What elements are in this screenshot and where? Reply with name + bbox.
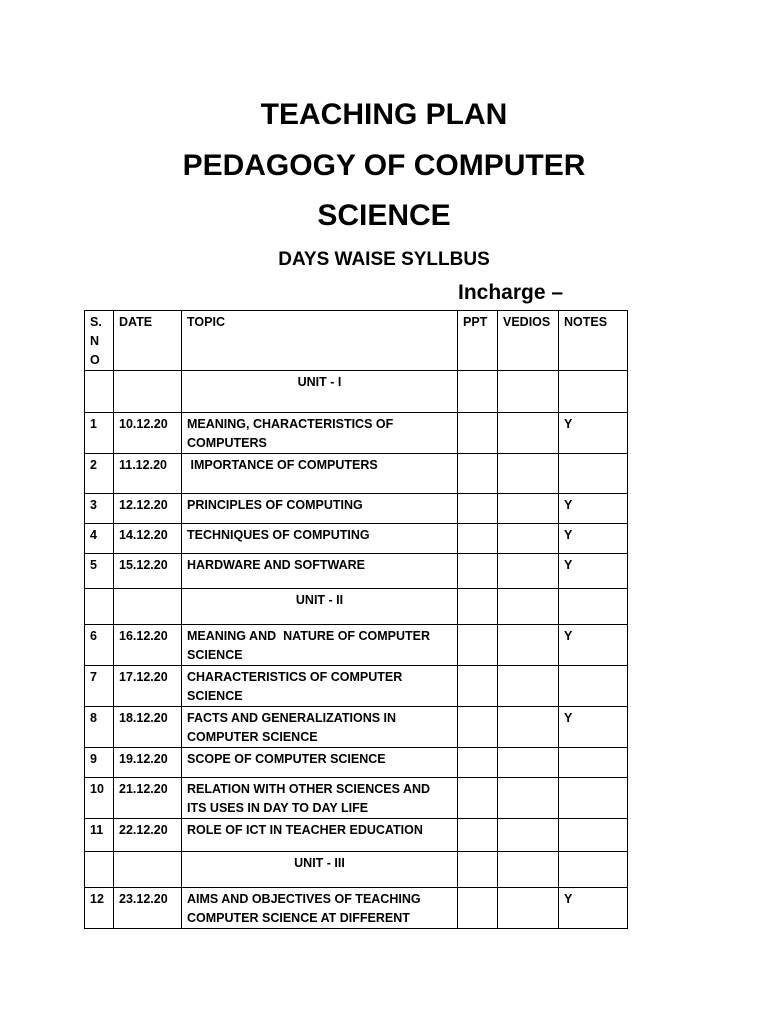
unit-heading: UNIT - II — [182, 589, 458, 625]
table-row — [85, 707, 628, 748]
unit-ppt-cell — [458, 589, 498, 625]
cell-ppt — [458, 748, 498, 778]
cell-videos — [498, 625, 559, 666]
cell-notes: Y — [559, 524, 628, 554]
cell-topic: AIMS AND OBJECTIVES OF TEACHING COMPUTER SCIENCE AT DIFFERENT — [182, 888, 458, 929]
cell-sno: 10 — [85, 778, 114, 819]
cell-topic: ROLE OF ICT IN TEACHER EDUCATION — [182, 819, 458, 852]
cell-videos — [498, 494, 559, 524]
cell-topic: SCOPE OF COMPUTER SCIENCE — [182, 748, 458, 778]
cell-ppt — [458, 524, 498, 554]
cell-date: 12.12.20 — [114, 494, 182, 524]
table-row — [85, 524, 628, 554]
unit-date-cell — [114, 589, 182, 625]
unit-notes-cell — [559, 852, 628, 888]
table-row — [85, 625, 628, 666]
cell-topic: MEANING, CHARACTERISTICS OF COMPUTERS — [182, 413, 458, 454]
header-notes: NOTES — [559, 311, 628, 371]
cell-date: 23.12.20 — [114, 888, 182, 929]
cell-topic: HARDWARE AND SOFTWARE — [182, 554, 458, 589]
cell-notes — [559, 819, 628, 852]
cell-topic: FACTS AND GENERALIZATIONS IN COMPUTER SCIENCE — [182, 707, 458, 748]
teaching-plan-table — [84, 310, 628, 929]
unit-notes-cell — [559, 371, 628, 413]
table-row — [85, 413, 628, 454]
cell-sno: 2 — [85, 454, 114, 494]
document-subtitle-line-2: SCIENCE — [317, 199, 451, 232]
cell-notes: Y — [559, 625, 628, 666]
cell-videos — [498, 707, 559, 748]
cell-ppt — [458, 888, 498, 929]
cell-date: 15.12.20 — [114, 554, 182, 589]
cell-videos — [498, 454, 559, 494]
cell-ppt — [458, 413, 498, 454]
cell-sno: 12 — [85, 888, 114, 929]
table-row — [85, 748, 628, 778]
cell-videos — [498, 778, 559, 819]
cell-sno: 7 — [85, 666, 114, 707]
cell-notes — [559, 454, 628, 494]
cell-sno: 6 — [85, 625, 114, 666]
cell-date: 19.12.20 — [114, 748, 182, 778]
document-title: TEACHING PLAN — [260, 98, 508, 131]
cell-videos — [498, 819, 559, 852]
header-date: DATE — [114, 311, 182, 371]
cell-date: 16.12.20 — [114, 625, 182, 666]
cell-ppt — [458, 707, 498, 748]
cell-notes: Y — [559, 494, 628, 524]
cell-date: 11.12.20 — [114, 454, 182, 494]
header-sno: S. N O — [85, 311, 114, 371]
unit-videos-cell — [498, 589, 559, 625]
header-topic: TOPIC — [182, 311, 458, 371]
cell-ppt — [458, 778, 498, 819]
cell-topic: IMPORTANCE OF COMPUTERS — [182, 454, 458, 494]
unit-date-cell — [114, 852, 182, 888]
cell-sno: 8 — [85, 707, 114, 748]
cell-notes: Y — [559, 554, 628, 589]
unit-sno-cell — [85, 852, 114, 888]
cell-notes: Y — [559, 707, 628, 748]
unit-ppt-cell — [458, 852, 498, 888]
cell-date: 21.12.20 — [114, 778, 182, 819]
cell-sno: 1 — [85, 413, 114, 454]
cell-ppt — [458, 666, 498, 707]
table-row — [85, 454, 628, 494]
syllabus-heading: DAYS WAISE SYLLBUS — [278, 249, 490, 270]
unit-notes-cell — [559, 589, 628, 625]
cell-topic: MEANING AND NATURE OF COMPUTER SCIENCE — [182, 625, 458, 666]
cell-sno: 5 — [85, 554, 114, 589]
cell-notes — [559, 748, 628, 778]
table-header-row — [85, 311, 628, 371]
cell-ppt — [458, 625, 498, 666]
table-row — [85, 819, 628, 852]
cell-date: 17.12.20 — [114, 666, 182, 707]
table-row — [85, 554, 628, 589]
cell-videos — [498, 554, 559, 589]
unit-heading: UNIT - III — [182, 852, 458, 888]
cell-date: 18.12.20 — [114, 707, 182, 748]
cell-videos — [498, 413, 559, 454]
unit-ppt-cell — [458, 371, 498, 413]
unit-heading: UNIT - I — [182, 371, 458, 413]
table-row — [85, 494, 628, 524]
unit-date-cell — [114, 371, 182, 413]
cell-topic: CHARACTERISTICS OF COMPUTER SCIENCE — [182, 666, 458, 707]
cell-notes: Y — [559, 413, 628, 454]
table-row — [85, 666, 628, 707]
cell-date: 10.12.20 — [114, 413, 182, 454]
cell-ppt — [458, 494, 498, 524]
unit-row — [85, 371, 628, 413]
cell-notes — [559, 666, 628, 707]
unit-videos-cell — [498, 371, 559, 413]
unit-sno-cell — [85, 589, 114, 625]
cell-videos — [498, 666, 559, 707]
cell-date: 14.12.20 — [114, 524, 182, 554]
cell-topic: RELATION WITH OTHER SCIENCES AND ITS USES IN DAY TO DAY LIFE — [182, 778, 458, 819]
incharge-label: Incharge – — [458, 281, 564, 304]
cell-videos — [498, 888, 559, 929]
cell-ppt — [458, 554, 498, 589]
cell-sno: 4 — [85, 524, 114, 554]
cell-ppt — [458, 454, 498, 494]
cell-videos — [498, 524, 559, 554]
document-subtitle-line-1: PEDAGOGY OF COMPUTER — [182, 149, 586, 182]
table-row — [85, 778, 628, 819]
cell-date: 22.12.20 — [114, 819, 182, 852]
cell-sno: 9 — [85, 748, 114, 778]
unit-row — [85, 852, 628, 888]
unit-videos-cell — [498, 852, 559, 888]
cell-sno: 3 — [85, 494, 114, 524]
cell-topic: PRINCIPLES OF COMPUTING — [182, 494, 458, 524]
cell-videos — [498, 748, 559, 778]
cell-sno: 11 — [85, 819, 114, 852]
table-row — [85, 888, 628, 929]
unit-row — [85, 589, 628, 625]
header-videos: VEDIOS — [498, 311, 559, 371]
cell-notes: Y — [559, 888, 628, 929]
cell-notes — [559, 778, 628, 819]
cell-ppt — [458, 819, 498, 852]
table-body — [85, 311, 628, 929]
cell-topic: TECHNIQUES OF COMPUTING — [182, 524, 458, 554]
unit-sno-cell — [85, 371, 114, 413]
header-ppt: PPT — [458, 311, 498, 371]
